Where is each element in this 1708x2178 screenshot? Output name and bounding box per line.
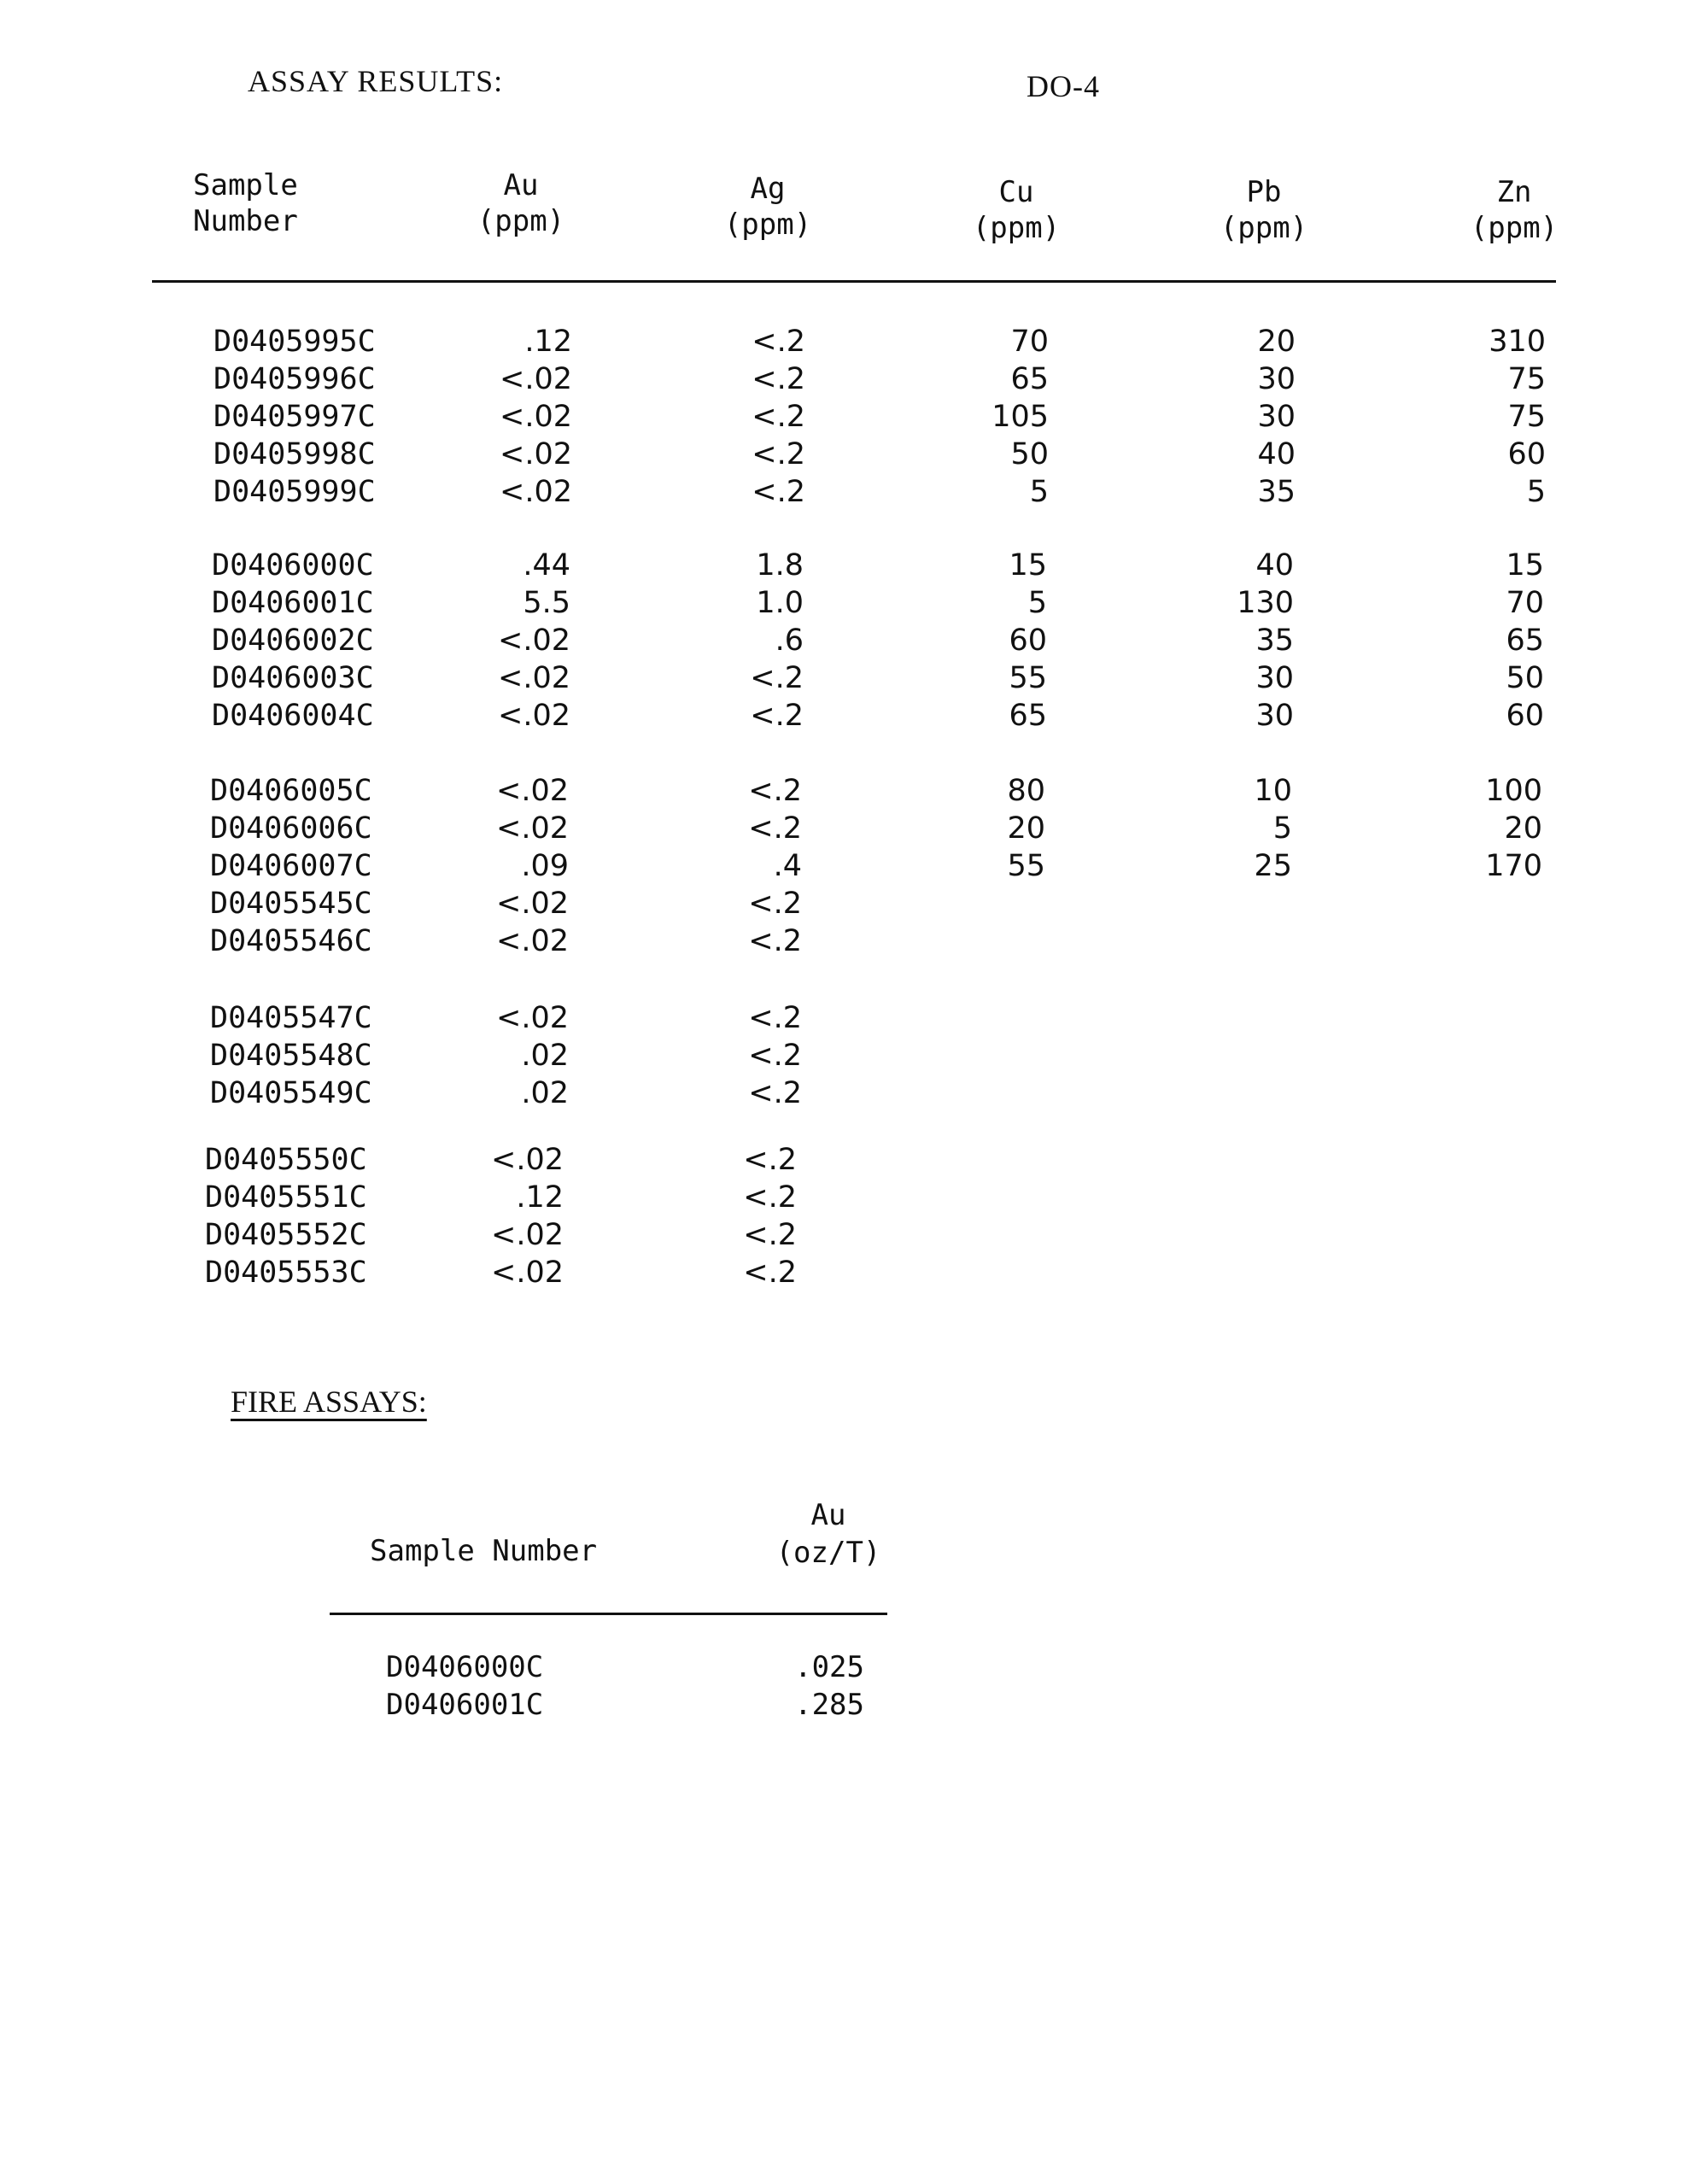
cell-zn: 100 xyxy=(1485,774,1542,808)
cell-au: <.02 xyxy=(491,1256,564,1290)
cell-sample: D0406001C xyxy=(212,586,374,620)
fire-table-header-rule xyxy=(330,1613,887,1615)
cell-sample: D0406000C xyxy=(212,548,374,583)
table-row xyxy=(145,1254,1597,1291)
column-header-unit: (ppm) xyxy=(1470,211,1559,245)
cell-sample: D0405552C xyxy=(205,1218,367,1252)
table-row xyxy=(150,1037,1602,1074)
cell-sample: D0405547C xyxy=(210,1001,372,1035)
cell-ag: <.2 xyxy=(750,699,804,733)
cell-sample: D0405996C xyxy=(214,362,376,396)
cell-au: .02 xyxy=(521,1076,569,1110)
cell-au: <.02 xyxy=(496,1001,569,1035)
cell-au: <.02 xyxy=(500,362,572,396)
cell-sample: D0405553C xyxy=(205,1256,367,1290)
cell-au: .025 xyxy=(794,1650,864,1684)
table-row xyxy=(145,1216,1597,1254)
cell-sample: D0406004C xyxy=(212,699,374,733)
cell-sample: D0405551C xyxy=(205,1180,367,1215)
cell-au: .44 xyxy=(523,548,570,583)
cell-au: <.02 xyxy=(496,774,569,808)
cell-sample: D0405546C xyxy=(210,924,372,958)
cell-au: <.02 xyxy=(496,811,569,846)
cell-sample: D0405548C xyxy=(210,1039,372,1073)
cell-pb: 40 xyxy=(1257,437,1296,471)
table-row xyxy=(154,436,1606,473)
table-row xyxy=(154,398,1606,436)
column-header-unit: (ppm) xyxy=(477,204,565,238)
cell-zn: 15 xyxy=(1506,548,1544,583)
fire-column-header-sample: Sample Number xyxy=(370,1534,598,1568)
cell-cu: 50 xyxy=(1010,437,1049,471)
column-header-unit: (ppm) xyxy=(723,208,812,242)
cell-cu: 60 xyxy=(1009,624,1047,658)
cell-ag: <.2 xyxy=(752,362,805,396)
column-header-zn xyxy=(1459,174,1570,246)
table-row xyxy=(152,622,1604,659)
column-header-label: Sample xyxy=(193,168,298,202)
cell-sample: D0406006C xyxy=(210,811,372,846)
cell-cu: 65 xyxy=(1009,699,1047,733)
cell-pb: 5 xyxy=(1272,811,1292,846)
cell-zn: 310 xyxy=(1489,325,1546,359)
table-row xyxy=(145,1141,1597,1179)
column-header-unit: Number xyxy=(193,204,298,238)
cell-au: 5.5 xyxy=(523,586,570,620)
cell-pb: 30 xyxy=(1257,400,1296,434)
cell-sample: D0406005C xyxy=(210,774,372,808)
cell-sample: D0405545C xyxy=(210,887,372,921)
cell-pb: 30 xyxy=(1255,699,1294,733)
cell-ag: <.2 xyxy=(743,1218,797,1252)
column-header-label: Au xyxy=(810,1498,846,1532)
cell-au: .02 xyxy=(521,1039,569,1073)
cell-cu: 55 xyxy=(1007,849,1045,883)
table-row xyxy=(150,1074,1602,1112)
cell-cu: 5 xyxy=(1027,586,1047,620)
cell-ag: <.2 xyxy=(743,1256,797,1290)
table-row xyxy=(150,885,1602,922)
page-heading: ASSAY RESULTS: xyxy=(248,64,504,98)
table-row xyxy=(152,584,1604,622)
cell-sample: D0405997C xyxy=(214,400,376,434)
column-header-cu xyxy=(961,174,1072,246)
cell-pb: 35 xyxy=(1257,475,1296,509)
cell-cu: 20 xyxy=(1007,811,1045,846)
cell-zn: 60 xyxy=(1507,437,1546,471)
cell-ag: .6 xyxy=(775,624,804,658)
cell-zn: 75 xyxy=(1507,400,1546,434)
table-row xyxy=(150,810,1602,847)
cell-sample: D0406000C xyxy=(386,1650,544,1684)
cell-ag: <.2 xyxy=(752,325,805,359)
cell-au: <.02 xyxy=(498,699,570,733)
table-row xyxy=(152,697,1604,735)
cell-sample: D0406002C xyxy=(212,624,374,658)
cell-pb: 25 xyxy=(1254,849,1292,883)
cell-ag: 1.8 xyxy=(756,548,804,583)
table-row xyxy=(150,999,1602,1037)
fire-assays-title: FIRE ASSAYS: xyxy=(231,1385,427,1419)
cell-cu: 105 xyxy=(991,400,1049,434)
cell-ag: 1.0 xyxy=(756,586,804,620)
table-row xyxy=(154,473,1606,511)
cell-au: <.02 xyxy=(491,1218,564,1252)
cell-au: .285 xyxy=(794,1688,864,1722)
cell-sample: D0405999C xyxy=(214,475,376,509)
column-header-unit: (oz/T) xyxy=(775,1536,881,1570)
table-row xyxy=(152,659,1604,697)
column-header-label: Zn xyxy=(1496,175,1532,209)
cell-sample: D0405995C xyxy=(214,325,376,359)
cell-ag: <.2 xyxy=(752,437,805,471)
column-header-unit: (ppm) xyxy=(972,211,1061,245)
cell-au: .12 xyxy=(524,325,572,359)
cell-zn: 70 xyxy=(1506,586,1544,620)
column-header-unit: (ppm) xyxy=(1220,211,1308,245)
column-header-au xyxy=(465,167,576,239)
cell-ag: <.2 xyxy=(743,1143,797,1177)
cell-sample: D0406007C xyxy=(210,849,372,883)
table-row xyxy=(0,1648,939,1686)
cell-au: <.02 xyxy=(498,624,570,658)
table-row xyxy=(154,360,1606,398)
cell-sample: D0405998C xyxy=(214,437,376,471)
cell-zn: 170 xyxy=(1485,849,1542,883)
table-row xyxy=(0,1686,939,1724)
column-header-label: Cu xyxy=(998,175,1034,209)
cell-pb: 40 xyxy=(1255,548,1294,583)
column-header-label: Au xyxy=(503,168,539,202)
cell-cu: 70 xyxy=(1010,325,1049,359)
cell-zn: 75 xyxy=(1507,362,1546,396)
cell-pb: 30 xyxy=(1257,362,1296,396)
cell-cu: 65 xyxy=(1010,362,1049,396)
cell-au: .12 xyxy=(516,1180,564,1215)
cell-au: <.02 xyxy=(496,924,569,958)
cell-au: <.02 xyxy=(500,437,572,471)
cell-sample: D0406003C xyxy=(212,661,374,695)
page-identifier: DO-4 xyxy=(1027,69,1100,103)
cell-ag: <.2 xyxy=(748,1001,802,1035)
cell-ag: <.2 xyxy=(743,1180,797,1215)
cell-pb: 35 xyxy=(1255,624,1294,658)
column-header-pb xyxy=(1208,174,1319,246)
cell-pb: 30 xyxy=(1255,661,1294,695)
cell-cu: 15 xyxy=(1009,548,1047,583)
cell-ag: .4 xyxy=(773,849,802,883)
table-row xyxy=(150,922,1602,960)
cell-zn: 50 xyxy=(1506,661,1544,695)
column-header-sample xyxy=(193,167,298,239)
cell-au: <.02 xyxy=(498,661,570,695)
table-row xyxy=(145,1179,1597,1216)
cell-sample: D0406001C xyxy=(386,1688,544,1722)
cell-cu: 80 xyxy=(1007,774,1045,808)
cell-ag: <.2 xyxy=(748,774,802,808)
cell-zn: 60 xyxy=(1506,699,1544,733)
cell-ag: <.2 xyxy=(752,400,805,434)
table-row xyxy=(152,547,1604,584)
cell-ag: <.2 xyxy=(748,887,802,921)
cell-ag: <.2 xyxy=(748,1039,802,1073)
cell-ag: <.2 xyxy=(748,811,802,846)
cell-pb: 20 xyxy=(1257,325,1296,359)
cell-pb: 10 xyxy=(1254,774,1292,808)
cell-pb: 130 xyxy=(1237,586,1294,620)
cell-zn: 5 xyxy=(1526,475,1546,509)
column-header-label: Pb xyxy=(1246,175,1282,209)
table-row xyxy=(150,772,1602,810)
cell-sample: D0405550C xyxy=(205,1143,367,1177)
table-row xyxy=(150,847,1602,885)
cell-au: .09 xyxy=(521,849,569,883)
cell-cu: 5 xyxy=(1029,475,1049,509)
cell-ag: <.2 xyxy=(748,924,802,958)
cell-sample: D0405549C xyxy=(210,1076,372,1110)
cell-au: <.02 xyxy=(491,1143,564,1177)
cell-au: <.02 xyxy=(500,400,572,434)
column-header-ag xyxy=(712,171,823,243)
cell-au: <.02 xyxy=(496,887,569,921)
fire-column-header-au xyxy=(769,1496,888,1572)
cell-au: <.02 xyxy=(500,475,572,509)
cell-ag: <.2 xyxy=(752,475,805,509)
cell-ag: <.2 xyxy=(750,661,804,695)
column-header-label: Ag xyxy=(750,172,786,206)
cell-ag: <.2 xyxy=(748,1076,802,1110)
cell-zn: 20 xyxy=(1504,811,1542,846)
cell-zn: 65 xyxy=(1506,624,1544,658)
cell-cu: 55 xyxy=(1009,661,1047,695)
table-row xyxy=(154,323,1606,360)
table-header-rule xyxy=(152,280,1556,283)
